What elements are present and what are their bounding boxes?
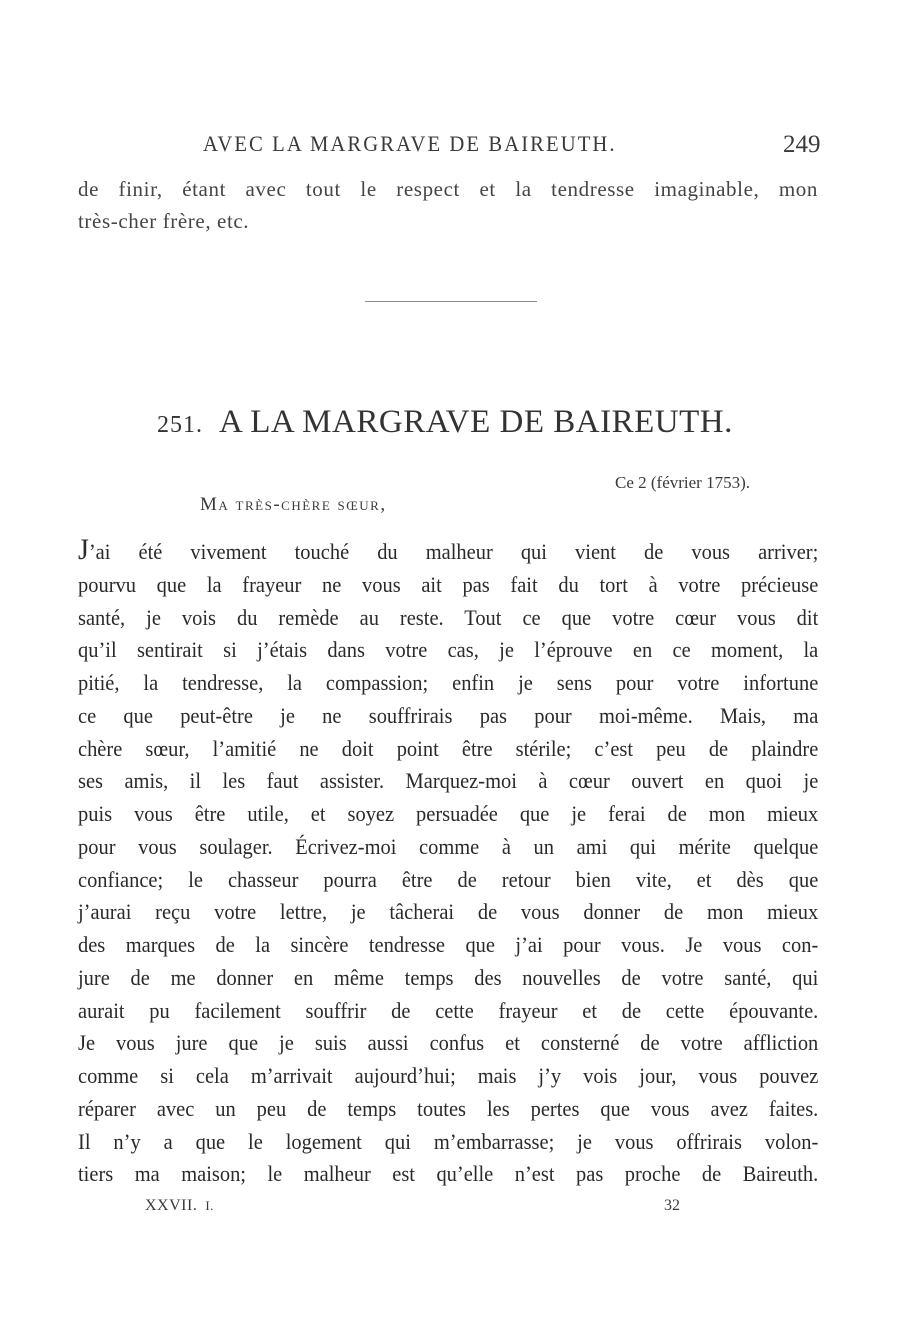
continuation-line: de finir, étant avec tout le respect et la tendresse imaginable, mon	[78, 177, 818, 201]
letter-dateline: Ce 2 (février 1753).	[615, 473, 751, 492]
body-line: aurait pu facilement souffrir de cette frayeur et de cette épouvante.	[78, 997, 819, 1023]
body-line: ses amis, il les faut assister. Marquez-moi à cœur ouvert en quoi je	[78, 768, 819, 794]
letter-salutation: Ma très-chère sœur,	[200, 494, 387, 515]
letter-title: A LA MARGRAVE DE BAIREUTH.	[219, 404, 733, 440]
body-line: réparer avec un peu de temps toutes les pertes que vous avez faites.	[78, 1095, 819, 1121]
body-line: pitié, la tendresse, la compassion; enfin je sens pour votre infortune	[78, 670, 819, 695]
body-line-text: ’ai été vivement touché du malheur qui vient de vous arriver;	[88, 539, 819, 564]
body-line: santé, je vois du remède au reste. Tout ce que votre cœur vous dit	[78, 604, 819, 630]
body-line: chère sœur, l’amitié ne doit point être stérile; c’est peu de plaindre	[78, 735, 819, 761]
section-divider	[365, 301, 537, 302]
printer-signature	[145, 1197, 214, 1215]
body-line: jure de me donner en même temps des nouvelles de votre santé, qui	[78, 964, 819, 990]
letter-number: 251.	[157, 412, 203, 438]
body-line: des marques de la sincère tendresse que j’ai pour vous. Je vous con-	[78, 932, 819, 957]
running-head-title: AVEC LA MARGRAVE DE BAIREUTH.	[203, 131, 617, 156]
signature-volume: XXVII.	[145, 1197, 198, 1214]
body-line: ce que peut-être je ne souffrirais pas pour moi-même. Mais, ma	[78, 702, 819, 728]
body-line: Il n’y a que le logement qui m’embarrasse; je vous offrirais volon-	[78, 1128, 819, 1154]
drop-letter: J	[78, 533, 89, 566]
body-line	[78, 533, 819, 569]
signature-part: I.	[205, 1198, 214, 1213]
letter-body	[78, 533, 819, 1191]
sheet-number: 32	[664, 1197, 680, 1214]
body-line: comme si cela m’arrivait aujourd’hui; mais j’y vois jour, vous pouvez	[78, 1063, 819, 1088]
continuation-line: très-cher frère, etc.	[78, 209, 250, 233]
body-line: j’aurai reçu votre lettre, je tâcherai de vous donner de mon mieux	[78, 899, 819, 925]
body-line: confiance; le chasseur pourra être de retour bien vite, et dès que	[78, 866, 819, 892]
body-line: tiers ma maison; le malheur est qu’elle n’est pas proche de Baireuth.	[78, 1161, 819, 1187]
body-line: pourvu que la frayeur ne vous ait pas fait du tort à votre précieuse	[78, 571, 819, 597]
body-line: qu’il sentirait si j’étais dans votre cas, je l’éprouve en ce moment, la	[78, 637, 819, 663]
letter-heading	[157, 404, 733, 441]
body-line: Je vous jure que je suis aussi confus et consterné de votre affliction	[78, 1030, 819, 1056]
body-line: pour vous soulager. Écrivez-moi comme à un ami qui mérite quelque	[78, 833, 819, 859]
page-number: 249	[783, 131, 821, 158]
body-line: puis vous être utile, et soyez persuadée que je ferai de mon mieux	[78, 801, 819, 826]
